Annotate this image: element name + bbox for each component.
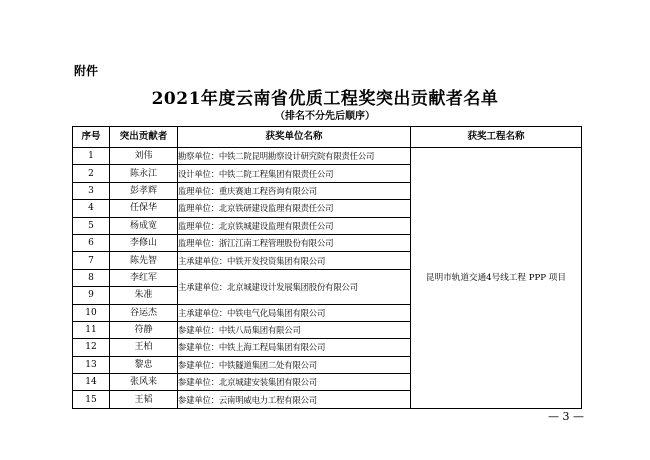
row-unit: 勘察单位：中铁二院昆明勘察设计研究院有限责任公司 bbox=[178, 148, 411, 165]
row-serial: 6 bbox=[73, 234, 110, 251]
row-unit: 参建单位：北京城建安装集团有限公司 bbox=[178, 374, 411, 391]
row-unit: 主承建单位：中铁电气化局集团有限公司 bbox=[178, 304, 411, 321]
row-contributor: 王柏 bbox=[110, 339, 178, 356]
row-unit: 参建单位：云南明威电力工程有限公司 bbox=[178, 391, 411, 408]
row-serial: 12 bbox=[73, 339, 110, 356]
attachment-label: 附件 bbox=[74, 64, 99, 78]
row-unit: 参建单位：中铁上海工程局集团有限公司 bbox=[178, 339, 411, 356]
row-contributor: 陈永江 bbox=[110, 165, 178, 182]
row-unit: 主承建单位：北京城建设计发展集团股份有限公司 bbox=[178, 269, 411, 304]
row-contributor: 张风来 bbox=[110, 374, 178, 391]
table-row bbox=[73, 148, 582, 165]
row-contributor: 李修山 bbox=[110, 234, 178, 251]
row-unit: 监理单位：重庆赛迪工程咨询有限公司 bbox=[178, 182, 411, 199]
page-number: — 3 — bbox=[548, 410, 584, 423]
table-header-row bbox=[73, 127, 582, 148]
header-unit: 获奖单位名称 bbox=[178, 127, 411, 148]
row-unit: 参建单位：中铁八局集团有限公司 bbox=[178, 321, 411, 338]
row-serial: 5 bbox=[73, 217, 110, 234]
row-contributor: 王韬 bbox=[110, 391, 178, 408]
row-unit: 设计单位：中铁二院工程集团有限责任公司 bbox=[178, 165, 411, 182]
row-serial: 7 bbox=[73, 252, 110, 269]
row-unit: 参建单位：中铁隧道集团二处有限公司 bbox=[178, 356, 411, 373]
header-contributor: 突出贡献者 bbox=[110, 127, 178, 148]
row-serial: 3 bbox=[73, 182, 110, 199]
row-contributor: 符静 bbox=[110, 321, 178, 338]
row-serial: 11 bbox=[73, 321, 110, 338]
row-serial: 14 bbox=[73, 374, 110, 391]
row-contributor: 刘伟 bbox=[110, 148, 178, 165]
document-title: 2021年度云南省优质工程奖突出贡献者名单 bbox=[151, 89, 499, 109]
row-serial: 8 bbox=[73, 269, 110, 286]
row-unit: 监理单位：北京铁研建设监理有限责任公司 bbox=[178, 200, 411, 217]
row-unit: 主承建单位：中铁开发投资集团有限公司 bbox=[178, 252, 411, 269]
row-contributor: 李红军 bbox=[110, 269, 178, 286]
header-project: 获奖工程名称 bbox=[411, 127, 582, 148]
row-serial: 15 bbox=[73, 391, 110, 408]
row-contributor: 谷运杰 bbox=[110, 304, 178, 321]
row-serial: 13 bbox=[73, 356, 110, 373]
row-contributor: 黎忠 bbox=[110, 356, 178, 373]
row-contributor: 陈先智 bbox=[110, 252, 178, 269]
header-serial: 序号 bbox=[73, 127, 110, 148]
row-contributor: 任保华 bbox=[110, 200, 178, 217]
row-serial: 9 bbox=[73, 287, 110, 304]
row-contributor: 杨成宽 bbox=[110, 217, 178, 234]
document-subtitle: （排名不分先后顺序） bbox=[275, 111, 375, 122]
row-serial: 1 bbox=[73, 148, 110, 165]
row-contributor: 朱准 bbox=[110, 287, 178, 304]
project-name-cell: 昆明市轨道交通4号线工程 PPP 项目 bbox=[411, 148, 582, 409]
row-serial: 10 bbox=[73, 304, 110, 321]
contributors-table bbox=[72, 126, 582, 409]
row-contributor: 彭孝辉 bbox=[110, 182, 178, 199]
row-serial: 2 bbox=[73, 165, 110, 182]
row-unit: 监理单位：北京铁城建设监理有限责任公司 bbox=[178, 217, 411, 234]
row-unit: 监理单位：浙江江南工程管理股份有限公司 bbox=[178, 234, 411, 251]
row-serial: 4 bbox=[73, 200, 110, 217]
